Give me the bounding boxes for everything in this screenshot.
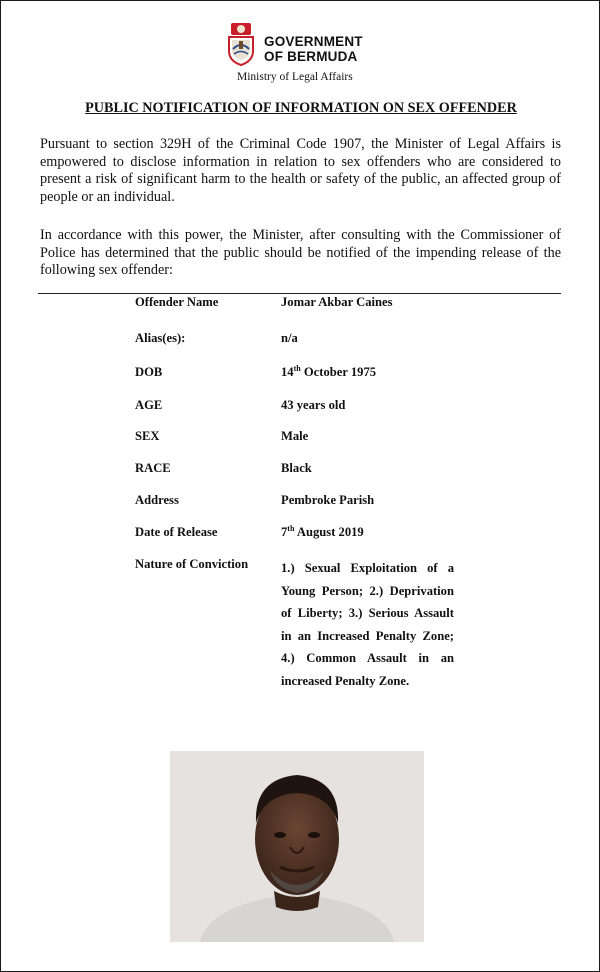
age-label: AGE: [135, 398, 163, 412]
offender-photo: [170, 751, 424, 942]
race-value: Black: [281, 461, 312, 475]
alias-value: n/a: [281, 331, 298, 345]
determination-paragraph: In accordance with this power, the Minister, after consulting with the Commissioner of Police has determined that the public should be notified of the impending release of the following sex offender:: [40, 227, 561, 278]
offender-name-label: Offender Name: [135, 295, 219, 309]
release-date-label: Date of Release: [135, 525, 218, 539]
release-date-value: 7th August 2019: [281, 523, 364, 539]
address-value: Pembroke Parish: [281, 493, 375, 507]
government-logo: [223, 19, 383, 89]
divider: [38, 293, 561, 294]
intro-paragraph: Pursuant to section 329H of the Criminal Code 1907, the Minister of Legal Affairs is empowered to disclose information in relation to sex offenders who are considered to present a risk of significant harm to the health or safety of the public, an affected group of people or an individual.: [40, 136, 561, 205]
conviction-label: Nature of Conviction: [135, 557, 249, 571]
org-name-line2: OF BERMUDA: [264, 49, 358, 64]
ministry-name: Ministry of Legal Affairs: [237, 71, 353, 83]
org-name-line1: GOVERNMENT: [264, 34, 363, 49]
dob-value: 14th October 1975: [281, 363, 377, 379]
notice-title: PUBLIC NOTIFICATION OF INFORMATION ON SEX OFFENDER: [85, 100, 517, 116]
age-value: 43 years old: [281, 398, 346, 412]
race-label: RACE: [135, 461, 171, 475]
offender-name-value: Jomar Akbar Caines: [281, 295, 393, 309]
alias-label: Alias(es):: [135, 331, 186, 345]
conviction-value: 1.) Sexual Exploitation of a Young Person; 2.) Deprivation of Liberty; 3.) Serious Assault in an Increased Penalty Zone; 4.) Common Assault in an increased Penalty Zone.: [281, 561, 454, 688]
address-label: Address: [135, 493, 179, 507]
dob-label: DOB: [135, 365, 163, 379]
sex-value: Male: [281, 429, 309, 443]
bermuda-crest-icon: [223, 19, 259, 67]
sex-label: SEX: [135, 429, 160, 443]
